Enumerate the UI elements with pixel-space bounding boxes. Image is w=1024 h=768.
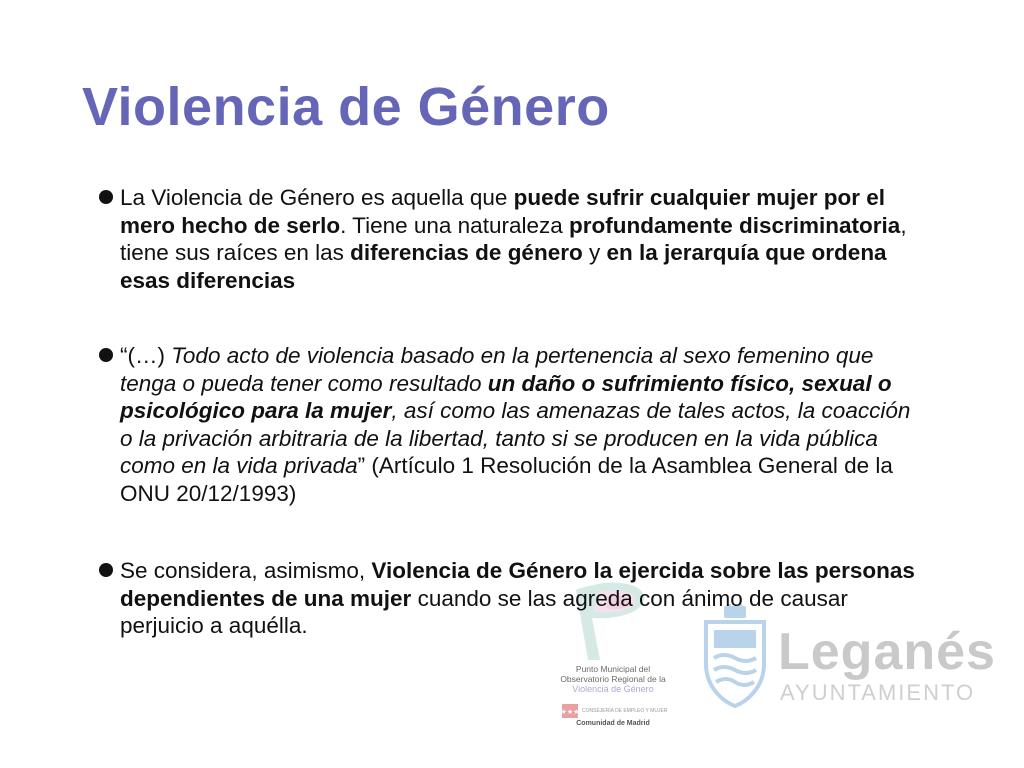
slide-title: Violencia de Género [82,77,610,137]
bullet-text-segment: La Violencia de Género es aquella que [120,185,514,210]
bullet-text-segment: un daño o sufrimiento físico, sexual o psicológico para la mujer [120,370,892,423]
bullet-text-segment: “(…) [120,343,172,368]
bullet-text-segment: , tiene sus raíces en las [120,212,907,265]
observatorio-line1: Punto Municipal del [575,664,651,674]
observatorio-line2: Observatorio Regional de la [560,674,666,684]
leganes-subtitle: AYUNTAMIENTO [780,680,976,705]
bullet-item [98,557,928,640]
bullet-dot-icon [99,563,113,577]
bullet-text-segment: puede sufrir cualquier mujer por el mero hecho de serlo [120,185,885,238]
bullet-text [120,185,907,293]
bullet-text [120,343,910,506]
bullet-item [98,342,928,507]
bullet-text-segment: . Tiene una naturaleza [340,212,569,238]
bullet-text-segment: ” (Artículo 1 Resolución de la Asamblea General de la ONU 20/12/1993) [120,453,893,506]
bullet-text-segment: Se considera, asimismo, [120,558,372,583]
bullet-text-segment: cuando se las agreda con ánimo de causar perjuicio a aquélla. [120,585,848,638]
bullet-text-segment: Todo acto de violencia basado en la pertenencia al sexo femenino que tenga o pueda tener como resultado [120,343,874,396]
leganes-name: Leganés [778,623,996,681]
comunidad-de-madrid-label: Comunidad de Madrid [576,720,650,727]
svg-text:★★★: ★★★ [560,708,580,716]
bullet-text-segment: diferencias de género [350,240,583,265]
bullet-dot-icon [99,348,113,362]
madrid-flag-icon [562,704,578,718]
bullet-item [98,184,928,294]
bullet-list [98,184,928,640]
bullet-text [120,558,915,638]
bullet-text-segment: Violencia de Género la ejercida sobre las personas dependientes de una mujer [120,558,915,611]
bullet-text-segment: , así como las amenazas de tales actos, la coacción o la privación arbitraria de la libertad, tanto si se producen en la vida pública como en la vida privada [120,398,911,478]
observatorio-line3: Violencia de Género [572,684,654,694]
bullet-dot-icon [99,190,113,204]
bullet-text-segment: y [582,240,607,265]
consejeria-label: CONSEJERÍA DE EMPLEO Y MUJER [582,708,668,714]
bullet-text-segment: en la jerarquía que ordena esas diferencias [120,240,887,293]
bullet-text-segment: profundamente discriminatoria [569,212,901,238]
